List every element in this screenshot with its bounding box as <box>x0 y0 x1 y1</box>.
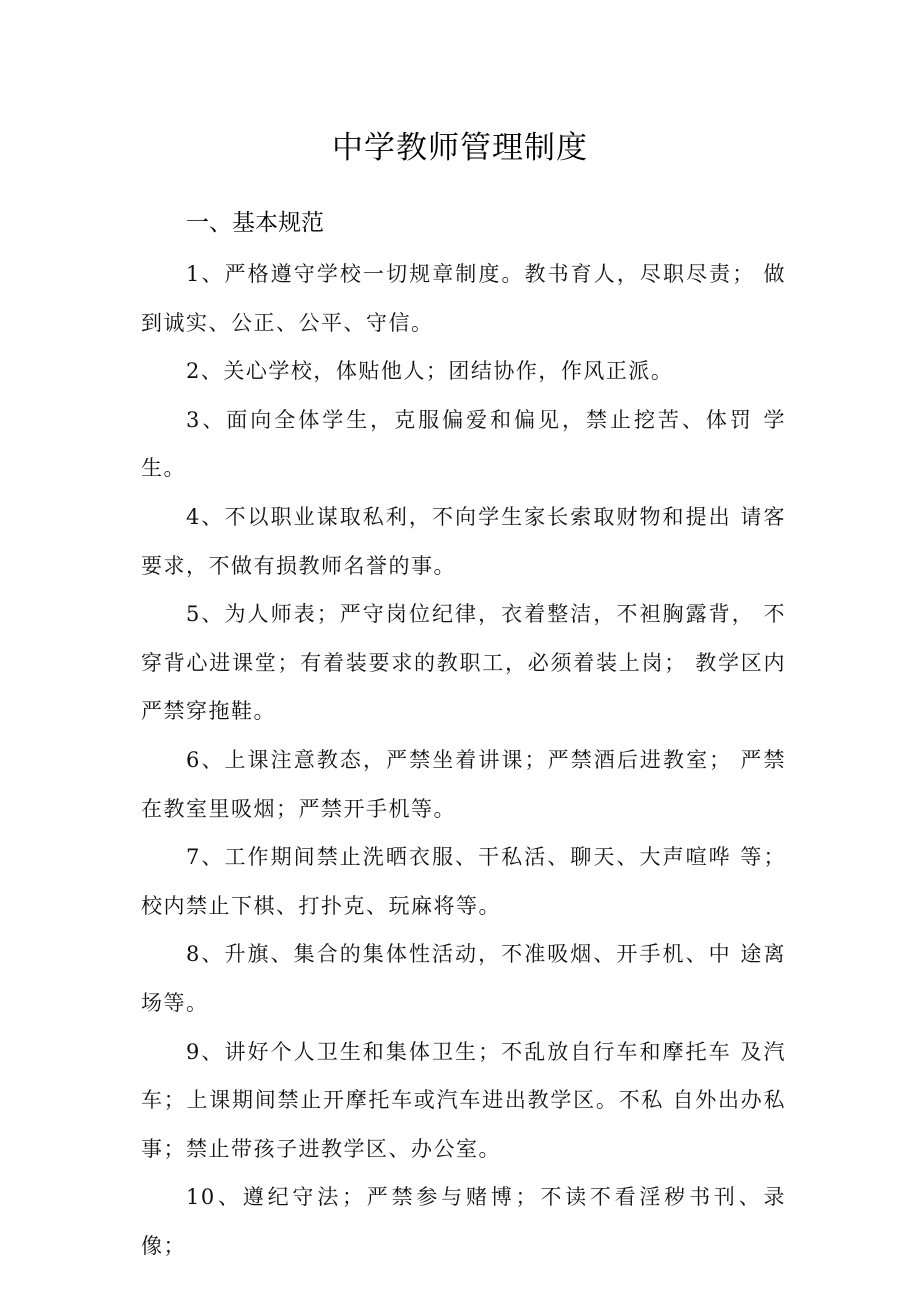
clause-4: 4、不以职业谋取私利，不向学生家长索取财物和提出 请客要求，不做有损教师名誉的事。 <box>141 504 786 578</box>
section-heading-basic-norms: 一、基本规范 <box>186 210 324 236</box>
section-body <box>141 250 786 1270</box>
clause-5: 5、为人师表；严守岗位纪律，衣着整洁，不袒胸露背， 不穿背心进课堂；有着装要求的教职工，必须着装上岗； 教学区内严禁穿拖鞋。 <box>141 602 786 724</box>
clause-8: 8、升旗、集合的集体性活动，不准吸烟、开手机、中 途离场等。 <box>141 942 786 1015</box>
clause-1: 1、严格遵守学校一切规章制度。教书育人，尽职尽责； 做到诚实、公正、公平、守信。 <box>141 262 786 335</box>
clause-2: 2、关心学校，体贴他人；团结协作，作风正派。 <box>186 359 674 384</box>
clause-3: 3、面向全体学生，克服偏爱和偏见，禁止挖苦、体罚 学生。 <box>141 407 786 481</box>
clause-6: 6、上课注意教态，严禁坐着讲课；严禁酒后进教室； 严禁在教室里吸烟；严禁开手机等。 <box>141 747 786 821</box>
clause-9: 9、讲好个人卫生和集体卫生；不乱放自行车和摩托车 及汽车；上课期间禁止开摩托车或汽车进出教学区。不私 自外出办私事；禁止带孩子进教学区、办公室。 <box>141 1039 786 1161</box>
clause-7: 7、工作期间禁止洗晒衣服、干私活、聊天、大声喧哗 等；校内禁止下棋、打扑克、玩麻将等。 <box>141 845 786 918</box>
document-title: 中学教师管理制度 <box>332 130 588 166</box>
clause-10: 10、遵纪守法；严禁参与赌博；不读不看淫秽书刊、录 像； <box>141 1185 786 1258</box>
